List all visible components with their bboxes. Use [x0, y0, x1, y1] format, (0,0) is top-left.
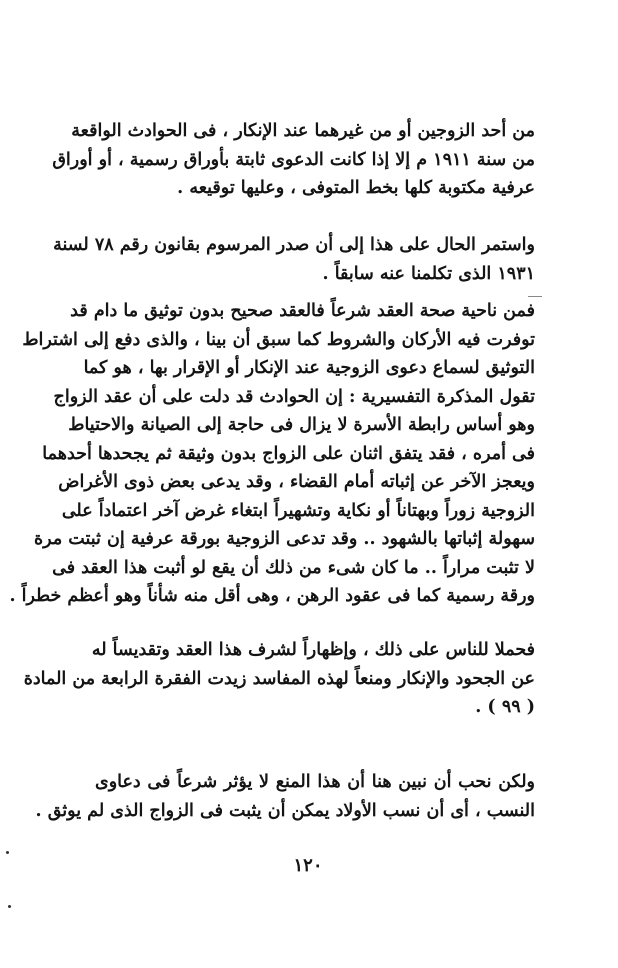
paragraph-line: سهولة إثباتها بالشهود .. وقد تدعى الزوجية بورقة عرفية إن ثبتت مرة: [34, 529, 535, 549]
paragraph-line: التوثيق لسماع دعوى الزوجية عند الإنكار أو الإقرار بها ، هو كما: [83, 358, 535, 378]
paragraph-line: واستمر الحال على هذا إلى أن صدر المرسوم بقانون رقم ٧٨ لسنة: [53, 235, 535, 255]
paragraph-line: ولكن نحب أن نبين هنا أن هذا المنع لا يؤثر شرعاً فى دعاوى: [95, 772, 535, 792]
paragraph-line: الزوجية زوراً وبهتاناً أو نكاية وتشهيراً ابتغاء غرض آخر اعتماداً على: [61, 500, 535, 521]
paragraph-line: ١٩٣١ الذى تكلمنا عنه سابقاً .: [322, 263, 535, 284]
paragraph-line: ورقة رسمية كما فى عقود الرهن ، وهى أقل منه شأناً وهو أعظم خطراً .: [9, 586, 535, 606]
paragraph-line: من سنة ١٩١١ م إلا إذا كانت الدعوى ثابتة بأوراق رسمية ، أو أوراق: [52, 149, 535, 170]
scan-speck: [6, 851, 9, 854]
paragraph-line: تقول المذكرة التفسيرية : إن الحوادث قد دلت على أن عقد الزواج: [53, 386, 535, 407]
paragraph-line: لا تثبت مراراً .. ما كان شىء من ذلك أن يقع لو أثبت هذا العقد فى: [52, 557, 535, 578]
paragraph-1: [52, 117, 535, 203]
paragraph-line: فحملا للناس على ذلك ، وإظهاراً لشرف هذا العقد وتقديساً له: [91, 640, 535, 660]
paragraph-line: وهو أساس رابطة الأسرة لا يزال فى حاجة إلى الصيانة والاحتياط: [68, 415, 535, 435]
paragraph-5: [35, 768, 535, 825]
page-number: ١٢٠: [293, 855, 323, 876]
paragraph-3: [9, 297, 535, 611]
paragraph-line: عن الجحود والإنكار ومنعاً لهذه المفاسد زيدت الفقرة الرابعة من المادة: [23, 668, 535, 689]
paragraph-line: من أحد الزوجين أو من غيرهما عند الإنكار ، فى الحوادث الواقعة: [71, 121, 535, 141]
paragraph-line: فى أمره ، فقد يتفق اثنان على الزواج بدون وثيقة ثم يجحدها أحدهما: [42, 443, 535, 464]
paragraph-line: النسب ، أى أن نسب الأولاد يمكن أن يثبت فى الزواج الذى لم يوثق .: [35, 800, 535, 821]
paragraph-2: [53, 231, 535, 288]
scan-mark: [528, 296, 542, 297]
paragraph-line: فمن ناحية صحة العقد شرعاً فالعقد صحيح بدون توثيق ما دام قد: [70, 301, 535, 321]
paragraph-4: [23, 636, 535, 722]
paragraph-line: ( ٩٩ ) .: [475, 697, 535, 717]
paragraph-line: عرفية مكتوبة كلها بخط المتوفى ، وعليها توقيعه .: [177, 178, 535, 198]
scan-speck: [8, 905, 11, 908]
paragraph-line: ويعجز الآخر عن إثباته أمام القضاء ، وقد يدعى بعض ذوى الأغراض: [58, 472, 535, 492]
paragraph-line: توفرت فيه الأركان والشروط كما سبق أن بينا ، والذى دفع إلى اشتراط: [22, 329, 535, 350]
